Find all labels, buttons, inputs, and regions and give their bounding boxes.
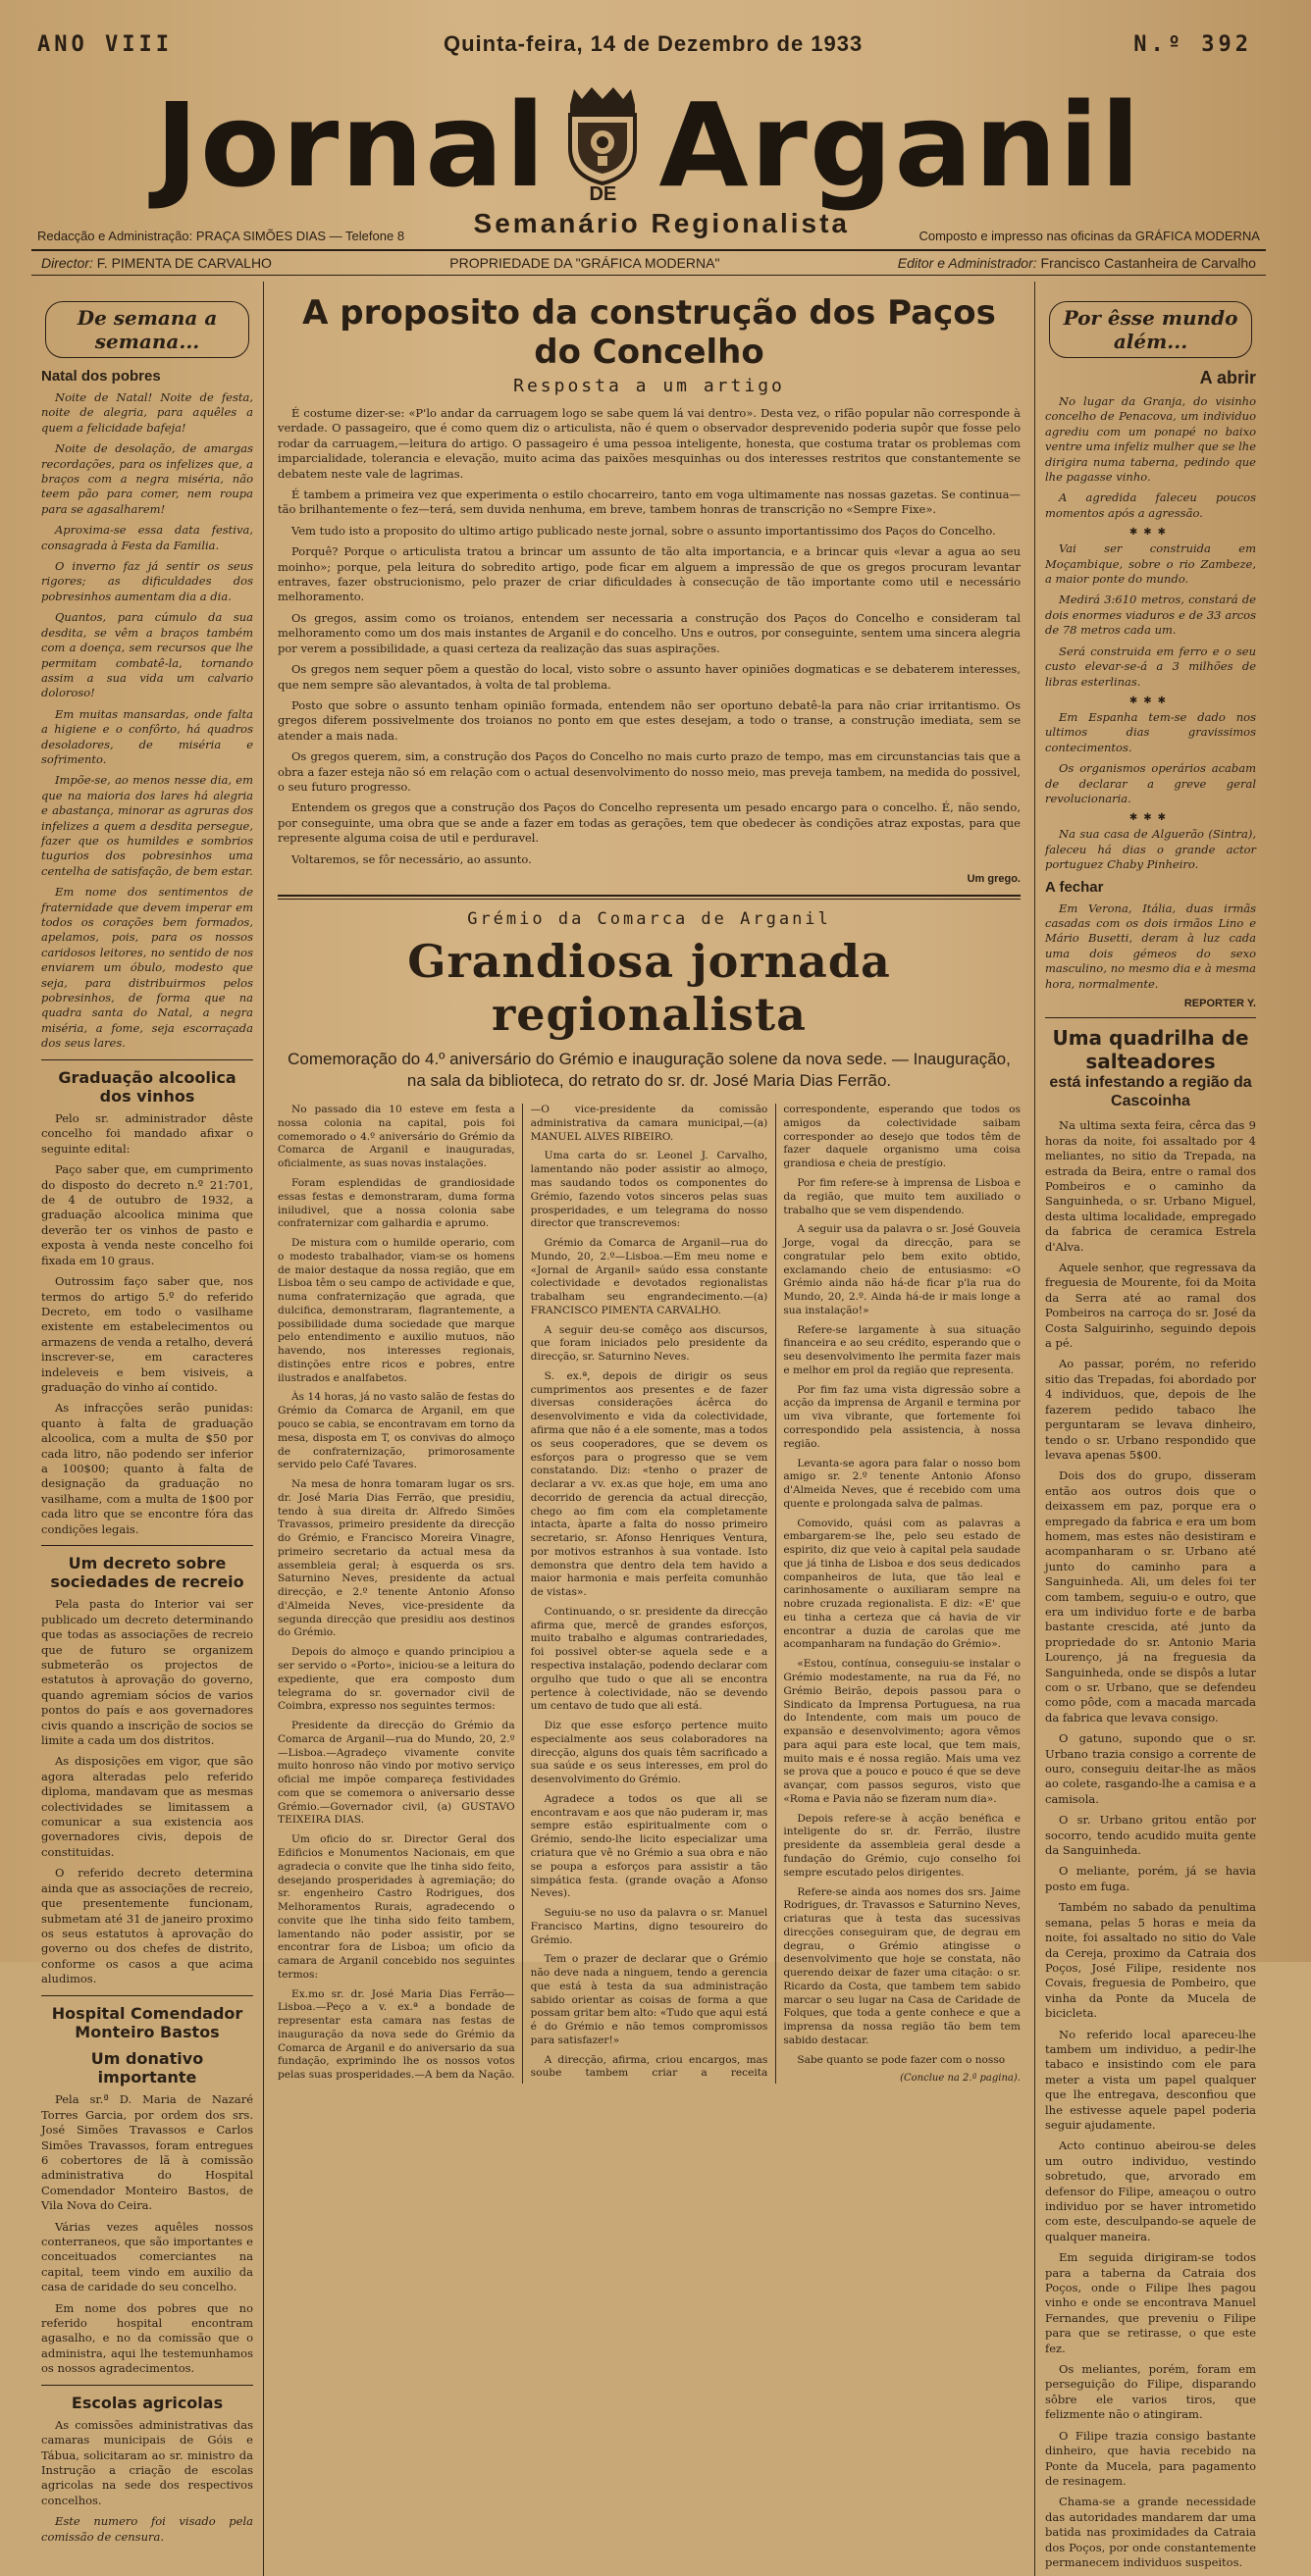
paragraph: Um oficio do sr. Director Geral dos Edificios e Monumentos Nacionais, em que agradecia o convite que lhe tinha sido feito, desejando prosperidades à agremiação; do sr. engenheiro Castro Rodrigues, dos Melhoramentos Rurais, agradecendo o convite que lhe tinha sido feito tambem, lamentando não poder assistir, por se encontrar fora de Lisboa; um oficio da camara de Arganil concebido nos seguintes termos: [278, 1833, 515, 1981]
article-decreto [41, 1597, 253, 1986]
paragraph: Noite de desolação, de amargas recordações, para os infelizes que, a braços com a negra miséria, não teem pão para comer, nem roupa para se agasalharem! [41, 441, 253, 516]
paragraph: Medirá 3:610 metros, constará de dois enormes viaduros e de 33 arcos de 78 metros cada um. [1045, 592, 1256, 638]
paragraph: Continuando, o sr. presidente da direcção afirma que, mercê de grandes esforços, muito trabalho e algumas contrariedades, foi possivel obter-se aquela sede e a respectiva instalação, podendo declarar com orgulho que tudo o que ali se encontra pertence à colectividade, não se devendo um centavo de tudo que ali está. [530, 1605, 768, 1713]
headline-decreto: Um decreto sobre sociedades de recreio [50, 1554, 244, 1592]
headline-grandiosa-jornada: Grandiosa jornada regionalista [407, 934, 891, 1041]
paragraph: Comovido, quási com as palavras a embargarem-se lhe, pelo seu estado de espirito, diz que veio à capital pela saudade que já tinha de Lisboa e dos seus dedicados companheiros de luta, que tão leal e carinhosamente o auxiliaram sempre na nobre cruzada regionalista. E diz: «E' que eu tinha a certeza que cá havia de vir encontrar a duzia de carolas que me acompanharam na fundação do Grémio». [783, 1517, 1021, 1651]
paragraph: Em seguida dirigiram-se todos para a taberna da Catraia dos Poços, onde o Filipe lhes pagou vinho e onde se encontrava Manuel Fernandes, que preveniu o Filipe para que se retirasse, o que este fez. [1045, 2250, 1256, 2355]
headline-escolas: Escolas agricolas [71, 2393, 224, 2412]
paragraph: As disposições em vigor, que são agora alteradas pelo referido diploma, mandavam que as mesmas colectividades se limitassem a comunicar a sua existencia aos governadores civis, depois de constituidas. [41, 1754, 253, 1859]
issue-year: ANO VIII [37, 31, 173, 57]
paragraph: Noite de Natal! Noite de festa, noite de alegria, para aquêles a quem a felicidade bafeja! [41, 390, 253, 435]
paragraph: Vem tudo isto a proposito do ultimo artigo publicado neste jornal, sobre o assunto importantissimo dos Paços do Concelho. [291, 523, 996, 538]
paragraph: O meliante, porém, já se havia posto em fuga. [1045, 1864, 1256, 1893]
article-pacos-concelho [278, 406, 1021, 885]
editor-name: Francisco Castanheira de Carvalho [1040, 255, 1256, 271]
paragraph: Também no sabado da penultima semana, pelas 5 horas e meia da noite, foi assaltado no sitio do Vale da Cereja, proximo da Catraia dos Poços, José Filipe, residente nos Covais, freguesia de Pombeiro, que vinha da Ponte da Mucela de bicicleta. [1045, 1900, 1256, 2021]
issue-number: N.º 392 [1133, 31, 1252, 57]
editor-label: Editor e Administrador: [897, 255, 1037, 271]
headline-hospital: Hospital Comendador Monteiro Bastos [51, 2003, 243, 2041]
paragraph: Depois refere-se à acção benéfica e inteligente do sr. dr. Ferrão, ilustre presidente da assembleia geral desde a fundação do Grémio, cujo conselho foi sempre escutado pelos dirigentes. [783, 1812, 1021, 1879]
paragraph: «Estou, contínua, conseguiu-se instalar o Grémio modestamente, na rua da Fé, no Grémio Beirão, depois passou para o Sindicato da Imprensa Portuguesa, na rua do Intendente, com mais um pouco de expansão e desenvolvimento; agora vêmos para aqui para este local, que tem mais, muito mais e é nossa região. Mais uma vez se prova que a pouco e pouco é que se deve avançar, com passos seguros, visto que «Roma e Pavia não se fizeram num dia». [783, 1658, 1021, 1805]
paragraph: Pelo sr. administrador dêste concelho foi mandado afixar o seguinte edital: [41, 1111, 253, 1156]
paragraph: O Filipe trazia consigo bastante dinheiro, que havia recebido na Ponte da Mucela, para pagamento de resinagem. [1045, 2428, 1256, 2488]
paragraph: Grémio da Comarca de Arganil—rua do Mundo, 20, 2.º—Lisboa.—Em meu nome e «Jornal de Arganil» saúdo essa constante colectividade e devotados regionalistas trabalham seu engrandecimento.—(a) FRANCISCO PIMENTA CARVALHO. [530, 1237, 768, 1316]
paragraph: A seguir usa da palavra o sr. José Gouveia Jorge, vogal da direcção, para se congratular pelo bem exito obtido, exclamando cheio de entusiasmo: «O Grémio ainda não há-de ficar p'la rua do Mundo, 20, 2.º. Ainda há-de ir mais longe a sua instalação!» [783, 1223, 1021, 1316]
center-column [263, 282, 1034, 2576]
headline-donativo: Um donativo importante [90, 2048, 204, 2087]
paragraph: Levanta-se agora para falar o nosso bom amigo sr. 2.º tenente Antonio Afonso d'Almeida Neves, que é recebido com uma quente e prolongada salva de palmas. [783, 1457, 1021, 1510]
paragraph: Em Espanha tem-se dado nos ultimos dias gravissimos contecimentos. [1045, 709, 1256, 754]
paragraph: O gatuno, supondo que o sr. Urbano trazia consigo a corrente de ouro, conseguiu deitar-lhe as mãos ao colete, rasgando-lhe a camisa e a camisola. [1045, 1731, 1256, 1806]
paragraph: As infracções serão punidas: quanto à falta de graduação alcoolica, com a multa de $50 por cada litro, não podendo ser inferior a 100$00; quanto à falta de designação da graduação no vasilhame, com a multa de 1$00 por cada litro que se encontre fóra das condições legais. [41, 1401, 253, 1536]
paragraph: Pela pasta do Interior vai ser publicado um decreto determinando que todas as associações de recreio que de futuro se organizem submeterão os projectos de estatutos à aprovação do governo, quando agremiam sócios de varios pontos do país e aos governadores civis quando a inscrição de socios se limite a cada um dos distritos. [41, 1597, 253, 1748]
article-hospital [41, 2092, 253, 2376]
paragraph: Os gregos querem, sim, a construção dos Paços do Concelho no mais curto prazo de tempo, mas em circunstancias tais que a obra a fazer esteja não só em relação com o actual desenvolvimento do nosso meio, mas preveja tambem, na medida do possivel, o seu futuro progresso. [278, 749, 1021, 794]
section-header-de-semana: De semana a semana... [45, 301, 249, 358]
separator-stars: ✱✱✱ [1128, 812, 1173, 824]
masthead-word-left: Jornal [155, 77, 548, 213]
divider [1045, 1017, 1256, 1018]
right-column [1034, 282, 1266, 2576]
paragraph: Os meliantes, porém, foram em perseguição do Filipe, disparando sôbre ele varios tiros, que felizmente não o atingiram. [1045, 2362, 1256, 2422]
article-quadrilha [1045, 1118, 1256, 2570]
paragraph: Outrossim faço saber que, nos termos do artigo 5.º do referido Decreto, em todo o vasilhame existente em estabelecimentos ou armazens de venda a retalho, deverá inscrever-se, em caracteres indeleveis e bem visiveis, a graduação do vinho aí contido. [41, 1274, 253, 1394]
divider [41, 1545, 253, 1546]
article-grandiosa-jornada [278, 1104, 1021, 2084]
paragraph: Por fim faz uma vista digressão sobre a acção da imprensa de Arganil e termina por um viva vibrante, que fortemente foi correspondido pela assistencia, à nossa região. [783, 1383, 1021, 1450]
section-header-mundo-alem: Por êsse mundo além... [1049, 301, 1252, 358]
headline-natal: Natal dos pobres [41, 368, 161, 385]
paragraph: A direcção, afirma, criou encargos, mas soube tambem criar a receita correspondente, esperando que todos os amigos da colectividade saibam corresponder ao desejo que todos têm de fazer daquele organismo uma coisa grandiosa e cheia de prestígio. [530, 1104, 1021, 2080]
paragraph: Posto que sobre o assunto tenham opinião formada, entendem não ser oportuno debatê-la para não criar irritantismo. Os gregos diferem possivelmente dos troianos no ponto em que estes desejam, a todo o transe, a construção imediata, sem se atender a mais nada. [278, 697, 1021, 743]
paragraph: Será construida em ferro e o seu custo elevar-se-á a 3 milhões de libras esterlinas. [1045, 644, 1256, 689]
paragraph: Os gregos nem sequer põem a questão do local, visto sobre o assunto haver opiniões dogmaticas e se debaterem interesses, que nem sempre são alevantados, à volta de tal problema. [278, 662, 1021, 692]
paragraph: Na ultima sexta feira, cêrca das 9 horas da noite, foi assaltado por 4 meliantes, no sitio da Trepada, na estrada da Beira, entre o ramal dos Pombeiros e o caminho da Sanguinheda, o sr. Urbano Miguel, desta ultima localidade, empregado da fabrica de ceramica Estrela d'Alva. [1045, 1118, 1256, 1254]
paragraph: Pela sr.ª D. Maria de Nazaré Torres Garcia, por ordem dos srs. José Simões Travassos e Carlos Simões Travassos, foram entregues 6 cobertores de lã à comissão administrativa do Hospital Comendador Monteiro Bastos, de Vila Nova do Ceira. [41, 2092, 253, 2213]
masthead-word-right: Arganil [658, 77, 1142, 213]
paragraph: Ao passar, porém, no referido sitio das Trepadas, foi abordado por 4 individuos, que, depois de lhe fazerem pedido tabaco lhe perguntaram se levava dinheiro, tendo o sr. Urbano respondido que levava apenas 5$00. [1045, 1357, 1256, 1462]
paragraph: De mistura com o humilde operario, com o modesto trabalhador, viam-se os homens de maior destaque da nossa região, que em Lisboa têm o seu campo de actividade e que, numa confraternização que agrada, que dulcifica, demonstraram, flagrantemente, a possibilidade duma sociedade que marque pelo entendimento e auxilio mutuos, não havendo, nos interesses regionais, distinções entre ricos e pobres, entre ilustrados e analfabetos. [278, 1237, 515, 1384]
paragraph: No passado dia 10 esteve em festa a nossa colonia na capital, pois foi comemorado o 4.º aniversário do Grémio da Comarca de Arganil e inauguradas, oficialmente, as suas novas instalações. [278, 1104, 515, 1170]
paragraph: Presidente da direcção do Grémio da Comarca de Arganil—rua do Mundo, 20, 2.º—Lisboa.—Agradeço vivamente convite muito honroso não vindo por motivo serviço oficial me impõe compareça festividades com que se comemora o aniversario desse Grémio.—Governador civil, (a) GUSTAVO TEIXEIRA DIAS. [278, 1720, 515, 1827]
paragraph: A seguir deu-se comêço aos discursos, que foram iniciados pelo presidente da direcção, sr. Saturnino Neves. [530, 1323, 768, 1364]
headline-quadrilha: Uma quadrilha de salteadores [1052, 1026, 1249, 1073]
paragraph: As comissões administrativas das camaras municipais de Góis e Tábua, solicitaram ao sr. ministro da Instrução a criação de escolas agricolas na sede dos respectivos concelhos. [41, 2417, 253, 2507]
subhead-quadrilha: está infestando a região da Cascoinha [1049, 1074, 1252, 1110]
paragraph: Em muitas mansardas, onde falta a higiene e o confôrto, há quadros desoladores, de miséria e sofrimento. [41, 706, 253, 766]
paragraph: Ex.mo sr. dr. José Maria Dias Ferrão—Lisboa.—Peço a v. ex.ª a bondade de representar esta camara nas festas de inauguração da nova sede do Grémio da Comarca de Arganil e do aniversario da sua fundação, exprimindo lhe os nossos votos pelas suas prosperidades.—A bem da Nação.—O vice-presidente da comissão administrativa da camara municipal,—(a) MANUEL ALVES RIBEIRO. [278, 1104, 768, 2082]
continue-note: (Conclue na 2.ª pagina). [900, 2073, 1021, 2085]
headline-a-fechar: A fechar [1045, 878, 1104, 896]
subhead-comemoracao: Comemoração do 4.º aniversário do Grémio e inauguração solene da nova sede. — Inauguração, na sala da biblioteca, do retrato do sr. dr. José Maria Dias Ferrão. [288, 1049, 1011, 1091]
paragraph: O inverno faz já sentir os seus rigores; as dificuldades dos pobresinhos aumentam dia a dia. [41, 559, 253, 603]
redaccao-info: Redacção e Administração: PRAÇA SIMÕES DIAS — Telefone 8 [37, 229, 405, 243]
subhead-resposta: Resposta a um artigo [513, 376, 785, 396]
paragraph: Várias vezes aquêles nossos conterraneos, que são importantes e conceituados comerciantes na capital, teem vindo em auxilio da casa de caridade do seu concelho. [41, 2219, 253, 2294]
signature-um-grego: Um grego. [967, 872, 1021, 885]
paragraph: Uma carta do sr. Leonel J. Carvalho, lamentando não poder assistir ao almoço, mas saudando todos os componentes do Grémio, fazendo votos sinceros pelas suas prosperidades, e um telegrama do nosso director que transcrevemos: [530, 1150, 768, 1230]
article-a-fechar [1045, 902, 1256, 992]
paragraph: Em nome dos sentimentos de fraternidade que devem imperar em todos os corações bem formados, apelamos, pois, para os nossos caridosos leitores, no sentido de nos enviarem um óbulo, modesto que seja, para distribuirmos pelos pobresinhos, de forma que na quadra santa do Natal, a negra miséria, a fome, seja escorraçada dos seus lares. [41, 885, 253, 1051]
paragraph: Em nome dos pobres que no referido hospital encontram agasalho, e no da comissão que o administra, aqui lhe testemunhamos os nossos agradecimentos. [41, 2300, 253, 2376]
paragraph: S. ex.ª, depois de dirigir os seus cumprimentos aos presentes e de fazer diversas considerações ácêrca do desenvolvimento e vida da colectividade, afirma que não é a ele somente, mas a todos os seus cooperadores, que se devem os esforços para o progresso que se vem constatando. Diz: «tenho o prazer de declarar a vv. ex.as que hoje, em uma ano decorrido de gerencia da actual direcção, chego ao fim com ela completamente intacta, àparte a falta do nosso primeiro secretario, sr. Afonso Henriques Ventura, por motivos estranhos à sua vontade. Isto demonstra que dentro dela tem havido a maior harmonia e mais perfeita comunhão de vistas». [530, 1369, 768, 1599]
paragraph: A agredida faleceu poucos momentos após a agressão. [1045, 490, 1256, 520]
ownership-info: PROPRIEDADE DA "GRÁFICA MODERNA" [449, 255, 720, 271]
paragraph: Voltaremos, se fôr necessário, ao assunto. [291, 851, 532, 866]
paragraph: Impõe-se, ao menos nesse dia, em que na maioria dos lares há alegria e abastança, minorar as agruras dos infelizes a quem a desdita persegue, fazer que os humildes e sombrios tugurios dos pobresinhos uma centelha de satisfação, de bem estar. [41, 773, 253, 878]
crest [560, 85, 645, 206]
paragraph: Depois do almoço e quando principiou a ser servido o «Porto», iniciou-se a leitura do expediente, que era composto dum telegrama do sr. governador civil de Coimbra, expresso nos seguintes termos: [278, 1646, 515, 1713]
paragraph: Agradece a todos os que ali se encontravam e aos que não puderam ir, mas sempre estão espiritualmente com o Grémio, sendo-lhe licito especializar uma criatura que vê no Grémio a sua obra e não se poupa a esforços para assistir a tão simpática festa. (grande ovação a Afonso Neves). [530, 1792, 768, 1900]
paragraph: Vai ser construida em Moçambique, sobre o rio Zambeze, a maior ponte do mundo. [1045, 541, 1256, 587]
divider-double [278, 895, 1021, 900]
divider [41, 1995, 253, 1996]
date-line [27, 18, 1270, 57]
paragraph: Aproxima-se essa data festiva, consagrada à Festa da Familia. [41, 523, 253, 552]
paragraph: Paço saber que, em cumprimento do disposto do decreto n.º 21:701, de 4 de outubro de 1932, a graduação alcoolica minima que deverão ter os vinhos de pasto e exposta à venda neste concelho foi fixada em 10 graus. [41, 1162, 253, 1267]
left-column [31, 282, 263, 2576]
divider [41, 1059, 253, 1060]
issue-date: Quinta-feira, 14 de Dezembro de 1933 [443, 31, 864, 56]
paragraph: Tem o prazer de declarar que o Grémio não deve nada a ninguem, tendo a gerencia que está à testa da sua administração sabido orientar as coisas de forma a que possam gritar bem alto: «Tudo que aqui está é do Grémio e não temos compromissos para satisfazer!» [530, 1953, 768, 2046]
paragraph: Os organismos operários acabam de declarar a greve geral revolucionaria. [1045, 761, 1256, 805]
article-natal [41, 390, 253, 1052]
article-vinhos [41, 1111, 253, 1537]
paragraph: Em Verona, Itália, duas irmãs casadas com os dois irmãos Lino e Mário Busetti, deram à luz cada uma dois gémeos do sexo masculino, no mesmo dia e à mesma hora, normalmente. [1045, 901, 1256, 991]
paragraph: Porquê? Porque o articulista tratou a brincar um assunto de tão alta importancia, e a brincar quis «levar a agua ao seu moinho»; porque, pela leitura do sobredito artigo, pode ficar em alguem a impressão de que os gregos procuram levantar entraves, fazer obstrucionismo, pelo prazer de criar dificuldades à consecução de tão importante como util e necessário melhoramento. [278, 544, 1021, 604]
director-info [41, 255, 272, 271]
paragraph: Na mesa de honra tomaram lugar os srs. dr. José Maria Dias Ferrão, que presidiu, tendo à sua direita dr. Alfredo Simões Travassos, primeiro presidente da direcção do Grémio, e Francisco Moreira Vinagre, primeiro secretario da actual mesa da assembleia geral; à esquerda os srs. Saturnino Neves, presidente da actual direcção, e 2.º tenente Antonio Afonso d'Almeida Neves, vice-presidente da segunda direcção que presidiu aos destinos do Grémio. [278, 1478, 515, 1639]
paragraph: É tambem a primeira vez que experimenta o estilo chocarreiro, tanto em voga ultimamente nas nossas gazetas. Se continua—tão brilhantemente o fez—terá, sem duvida nenhuma, em breve, tambem honras de transcrição no «Sempre Fixe». [278, 488, 1021, 517]
paragraph: Entendem os gregos que a construção dos Paços do Concelho representa um pesado encargo para o concelho. É, não sendo, por conseguinte, uma obra que se ande a fazer em todas as gerações, tem que obedecer às condições atraz expostas, para que represente alguma coisa de util e perduravel. [278, 800, 1021, 846]
columns [31, 282, 1266, 2569]
paragraph: O referido decreto determina ainda que as associações de recreio, que presentemente funcionam, submetam até 31 de janeiro proximo os seus estatutos à aprovação do governo ou dos chefes de distrito, conforme os casos a que acima aludimos. [41, 1866, 253, 1986]
editor-info [898, 255, 1256, 271]
masthead-subtitle: Semanário Regionalista [473, 208, 850, 238]
coat-of-arms-icon [560, 85, 645, 187]
headline-pacos-concelho: A proposito da construção dos Paços do Concelho [302, 293, 996, 372]
printer-info: Composto e impresso nas oficinas da GRÁFICA MODERNA [918, 229, 1260, 243]
article-a-abrir [1045, 394, 1256, 873]
paragraph: Refere-se ainda aos nomes dos srs. Jaime Rodrigues, dr. Travassos e Saturnino Neves, criaturas que à testa das sucessivas direcções conseguiram que, de degrau em degrau, o Grémio atingisse o desenvolvimento que hoje se constata, não querendo deixar de fazer uma citação: o sr. Ricardo da Costa, que tambem tem sabido marcar o seu lugar na Casa de Caridade de Folques, que toda a gente conhece e que a imprensa da nossa região tão bem tem sabido destacar. [783, 1885, 1021, 2046]
paragraph: Os gregos, assim como os troianos, entendem ser necessaria a construção dos Paços do Concelho e consideram tal melhoramento como um dos mais instantes de Arganil e do concelho. Uns e outros, por conseguinte, sentem uma sincera alegria por verem a possibilidade, a quasi certeza da realização das suas aspirações. [278, 610, 1021, 655]
paragraph: Diz que esse esforço pertence muito especialmente aos seus colaboradores na direcção, alguns dos quais têm sacrificado a sua saúde e os seus interesses, em prol do desenvolvimento do Grémio. [530, 1720, 768, 1786]
headline-gremio: Grémio da Comarca de Arganil [467, 908, 831, 929]
paragraph: Quantos, para cúmulo da sua desdita, se vêm a braços também com a doença, sem recursos que lhe permitam combatê-la, tornando assim a sua vida um calvario doloroso! [41, 610, 253, 700]
paragraph: O sr. Urbano gritou então por socorro, tendo acudido muita gente da Sanguinheda. [1045, 1813, 1256, 1858]
masthead [27, 57, 1270, 233]
paragraph: Aquele senhor, que regressava da freguesia de Mourente, foi da Moita da Serra até ao ramal dos Pombeiros na carroça do sr. José da Costa Salguirinho, seguindo depois a pé. [1045, 1261, 1256, 1351]
paragraph: Chama-se a grande necessidade das autoridades mandarem dar uma batida nas proximidades da Catraia dos Poços, por onde constantemente permanecem individuos suspeitos. [1045, 2495, 1256, 2569]
paragraph: No lugar da Granja, do visinho concelho de Penacova, um individuo agrediu com um ponapé no baixo ventre uma infeliz mulher que se lhe dirigira numa taberna, pedindo que lhe pagasse vinho. [1045, 394, 1256, 485]
headline-vinhos: Graduação alcoolica dos vinhos [58, 1067, 236, 1106]
signature-reporter: REPORTER Y. [1183, 998, 1256, 1009]
paragraph: Às 14 horas, já no vasto salão de festas do Grémio da Comarca de Arganil, em que pouco se cabia, se encontravam em torno da mesa, disposta em T, os convivas do almoço de confraternização, primorosamente servido pelo Café Tavares. [278, 1391, 515, 1471]
separator-stars: ✱✱✱ [1128, 527, 1173, 539]
censorship-note: Este numero foi visado pela comissão de censura. [41, 2514, 253, 2544]
paragraph: No referido local apareceu-lhe tambem um individuo, a pedir-lhe tabaco e insistindo com ele para meter a vista um papel qualquer que lhe entregava, desconfiou que lhe estivesse aquele papel poderia seguir ajudamente. [1045, 2027, 1256, 2132]
separator-stars: ✱✱✱ [1128, 695, 1173, 706]
paragraph: É costume dizer-se: «P'lo andar da carruagem logo se sabe quem lá vai dentro». Desta vez, o rifão popular não corresponde à verdade. O passageiro, que é como quem diz o articulista, não é quem o observador desprevenido poderia supôr que fosse pelo rodar da carruagem,—leitura do artigo. O passageiro é uma pessoa inteligente, honesta, que costuma tratar os problemas com imparcialidade, tolerancia e elevação, muito acima das paixões mesquinhas ou dos interesses restritos que constantemente se debatem neste vale de lagrimas. [278, 406, 1021, 481]
paragraph: Por fim refere-se à imprensa de Lisboa e da região, que muito tem auxiliado o trabalho que se vem dispendendo. [783, 1176, 1021, 1216]
masthead-de: DE [589, 182, 617, 205]
paragraph: Acto continuo abeirou-se deles um outro individuo, vestindo sobretudo, que, arvorado em defensor do Filipe, ameaçou o outro individuo por se haver intrometido com este, desculpando-se aquele de qualquer maneira. [1045, 2138, 1256, 2243]
divider [41, 2385, 253, 2386]
staff-line [31, 249, 1266, 276]
paragraph: Dois dos do grupo, disseram então aos outros dois que o deixassem em paz, porque era o empregado da fabrica e era um bom homem, mas estes não desistiram e acompanharam o sr. Urbano até junto do caminho para a Sanguinheda. Ali, um deles foi ter com tambem, seguiu-o e outro, que era um individuo forte e de barba bastante crescida, até junto da propriedade do sr. Antonio Maria Lourenço, já na freguesia da Sanguinheda, onde se dispôs a lutar com o sr. Urbano, que se defendeu como pôde, com a macada marcada da fabrica que levava consigo. [1045, 1468, 1256, 1725]
paragraph: Foram esplendidas de grandiosidade essas festas e demonstraram, duma forma iniludivel, que a nossa colonia sabe confraternizar com galhardia e aprumo. [278, 1176, 515, 1230]
headline-a-abrir: A abrir [1199, 368, 1256, 387]
paragraph: Sabe quanto se pode fazer com o nosso [797, 2053, 1006, 2066]
paragraph: Refere-se largamente à sua situação financeira e ao seu crédito, esperando que o seu desenvolvimento lhe permita fazer mais e melhor em prol da região que representa. [783, 1323, 1021, 1376]
director-name: F. PIMENTA DE CARVALHO [96, 255, 272, 271]
paragraph: Na sua casa de Alguerão (Sintra), faleceu há dias o grande actor portuguez Chaby Pinheiro. [1045, 827, 1256, 872]
director-label: Director: [41, 255, 93, 271]
article-escolas [41, 2418, 253, 2545]
paragraph: Seguiu-se no uso da palavra o sr. Manuel Francisco Martins, digno tesoureiro do Grémio. [530, 1907, 768, 1946]
